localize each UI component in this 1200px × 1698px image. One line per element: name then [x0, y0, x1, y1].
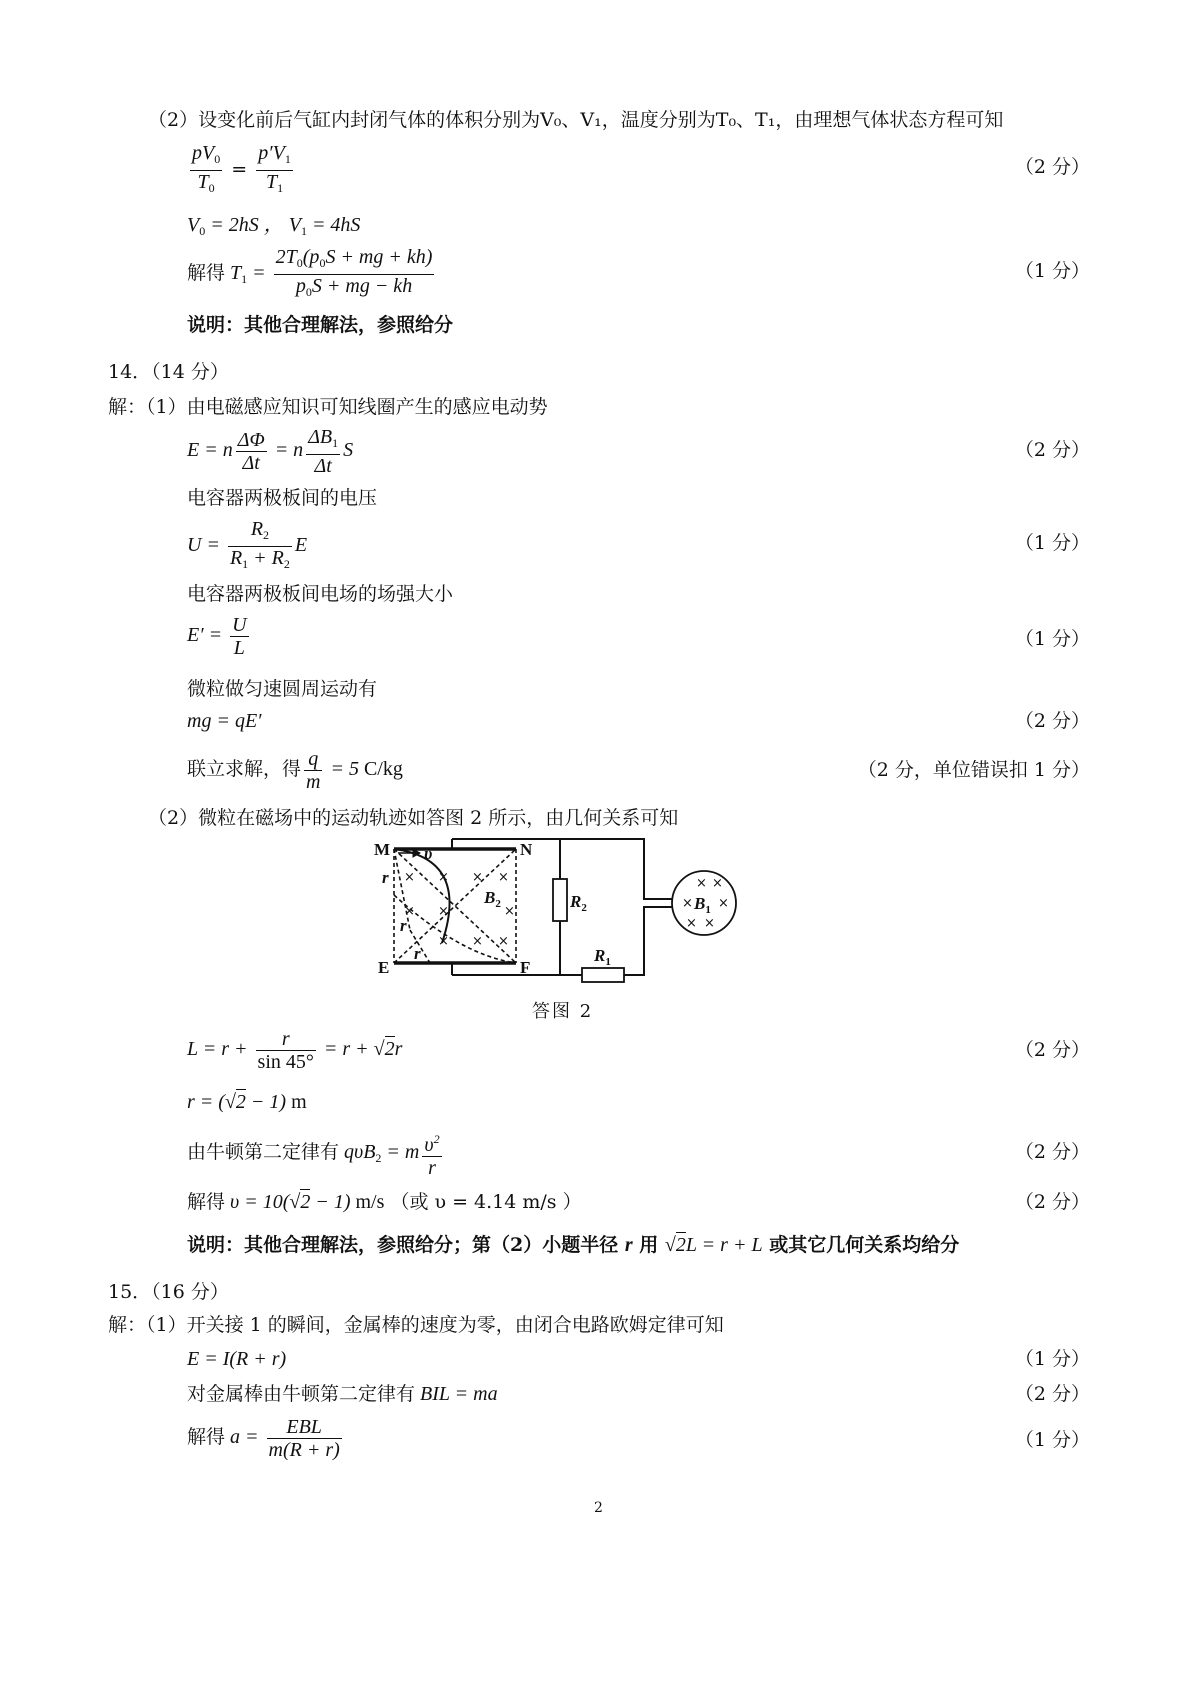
- q15-eqa-score: （1 分）: [1014, 1429, 1090, 1451]
- q13-note: 说明：其他合理解法，参照给分: [187, 314, 454, 336]
- q14-eqv: 解得 υ = 10(√2 − 1) m/s （或 υ = 4.14 m/s ）: [187, 1191, 582, 1213]
- q15-header: 15．（16 分）: [108, 1281, 229, 1303]
- cross: ×: [472, 934, 483, 949]
- fig-label-B1: B: [694, 894, 706, 913]
- cross: ×: [712, 876, 723, 891]
- q13-eq2: $V_0 = 2hS$ ， $V_1 = 4hS$: [187, 214, 361, 238]
- cross: ×: [498, 870, 509, 885]
- fig-label-r2: r: [400, 916, 407, 935]
- q15-eqBIL-score: （2 分）: [1014, 1383, 1090, 1405]
- q14-p2-intro: （2）微粒在磁场中的运动轨迹如答图 2 所示，由几何关系可知: [148, 807, 679, 829]
- cross: ×: [696, 876, 707, 891]
- cross: ×: [686, 916, 697, 931]
- cross: ×: [682, 896, 693, 911]
- q14-eqqvB-score: （2 分）: [1014, 1141, 1090, 1163]
- q15-p1-intro: 解：（1）开关接 1 的瞬间，金属棒的速度为零，由闭合电路欧姆定律可知: [108, 1314, 724, 1336]
- q14-t-field: 电容器两极板间电场的场强大小: [187, 583, 454, 605]
- fig-label-E: E: [378, 958, 390, 977]
- q14-t-voltage: 电容器两极板间的电压: [187, 487, 378, 509]
- q14-eqv-score: （2 分）: [1014, 1191, 1090, 1213]
- fig-label-R1: R: [594, 946, 606, 965]
- q14-eqmg: mg = qE′: [187, 710, 262, 732]
- q13-eq3: 解得 $T_1$ = $\frac{2T_0(p_0S + mg + kh)}{p_0S + mg - kh}$: [187, 246, 433, 299]
- fig-label-B2-sub: 2: [495, 898, 501, 910]
- page-number: 2: [594, 1500, 603, 1516]
- fig-label-v: υ: [424, 844, 433, 863]
- q14-eqU: U = $\frac{R_2}{R_1 + R_2}$ E: [187, 518, 308, 571]
- q14-eqL-score: （2 分）: [1014, 1039, 1090, 1061]
- fig-label-R1-sub: 1: [605, 956, 611, 968]
- cross: ×: [404, 904, 415, 919]
- fig-label-r1: r: [382, 868, 389, 887]
- q13-part2-intro: （2）设变化前后气缸内封闭气体的体积分别为V₀、V₁，温度分别为T₀、T₁，由理想气体状态方程可知: [148, 109, 1004, 131]
- q14-eqqm: 联立求解，得 $\frac{q}{m}$ = 5 C/kg: [187, 748, 403, 793]
- svg-text:B1: [693, 894, 711, 916]
- cross: ×: [498, 934, 509, 949]
- q14-eqmg-score: （2 分）: [1014, 710, 1090, 732]
- fig-label-N: N: [520, 840, 533, 859]
- fig-label-r3: r: [414, 944, 421, 963]
- q13-eq1: $\frac{pV_0}{T_0}$ = $\frac{p'V_1}{T_1}$: [192, 142, 291, 195]
- cross: ×: [704, 916, 715, 931]
- q15-eqa: 解得 a = EBL m(R + r): [187, 1416, 340, 1461]
- q14-header: 14．（14 分）: [108, 361, 229, 383]
- q13-eq3-score: （1 分）: [1014, 260, 1090, 282]
- fig-label-F: F: [520, 958, 531, 977]
- q14-eqEp-score: （1 分）: [1014, 628, 1090, 650]
- q15-eqEIR-score: （1 分）: [1014, 1348, 1090, 1370]
- answer-figure-2: [360, 835, 760, 995]
- svg-text:B2: [483, 888, 501, 910]
- fig-label-M: M: [374, 840, 391, 859]
- q14-eqE-score: （2 分）: [1014, 439, 1090, 461]
- q14-eqL: L = r + $\frac{r}{\sin 45^\circ}$ = r + √2r: [187, 1028, 403, 1073]
- svg-text:R1: [593, 946, 611, 968]
- figure-caption: 答图 2: [532, 1001, 594, 1022]
- q14-eqEp: E′ = $\frac{U}{L}$: [187, 614, 247, 659]
- q14-eqU-score: （1 分）: [1014, 532, 1090, 554]
- q15-eqEIR: E = I(R + r): [187, 1348, 287, 1370]
- q14-eqr: r = (√2 − 1) m: [187, 1091, 307, 1113]
- q14-eqE: E = n $\frac{\Delta\Phi}{\Delta t}$ = n $\frac{\Delta B_1}{\Delta t}$ S: [187, 426, 354, 477]
- cross: ×: [718, 896, 729, 911]
- svg-text:R2: [569, 892, 587, 914]
- q14-eqqvB: 由牛顿第二定律有 qυB$_2$ = m $\frac{\upsilon^2}{r}$: [187, 1128, 445, 1179]
- cross: ×: [472, 870, 483, 885]
- fig-label-R2-sub: 2: [581, 902, 587, 914]
- q14-p1-intro: 解：（1）由电磁感应知识可知线圈产生的感应电动势: [108, 396, 548, 418]
- fig-label-R2: R: [570, 892, 582, 911]
- cross: ×: [504, 904, 515, 919]
- q13-eq1-score: （2 分）: [1014, 156, 1090, 178]
- q14-eqqm-score: （2 分，单位错误扣 1 分）: [857, 759, 1090, 781]
- cross: ×: [404, 870, 415, 885]
- q14-t-circular: 微粒做匀速圆周运动有: [187, 678, 378, 700]
- cross: ×: [438, 934, 449, 949]
- cross: ×: [438, 904, 449, 919]
- fig-label-B2: B: [484, 888, 496, 907]
- q14-note: 说明：其他合理解法，参照给分；第（2）小题半径 r 用 √2L = r + L 或其它几何关系均给分: [187, 1234, 960, 1256]
- cross: ×: [438, 870, 449, 885]
- q15-eqBIL: 对金属棒由牛顿第二定律有 BIL = ma: [187, 1383, 498, 1405]
- fig-label-B1-sub: 1: [705, 904, 711, 916]
